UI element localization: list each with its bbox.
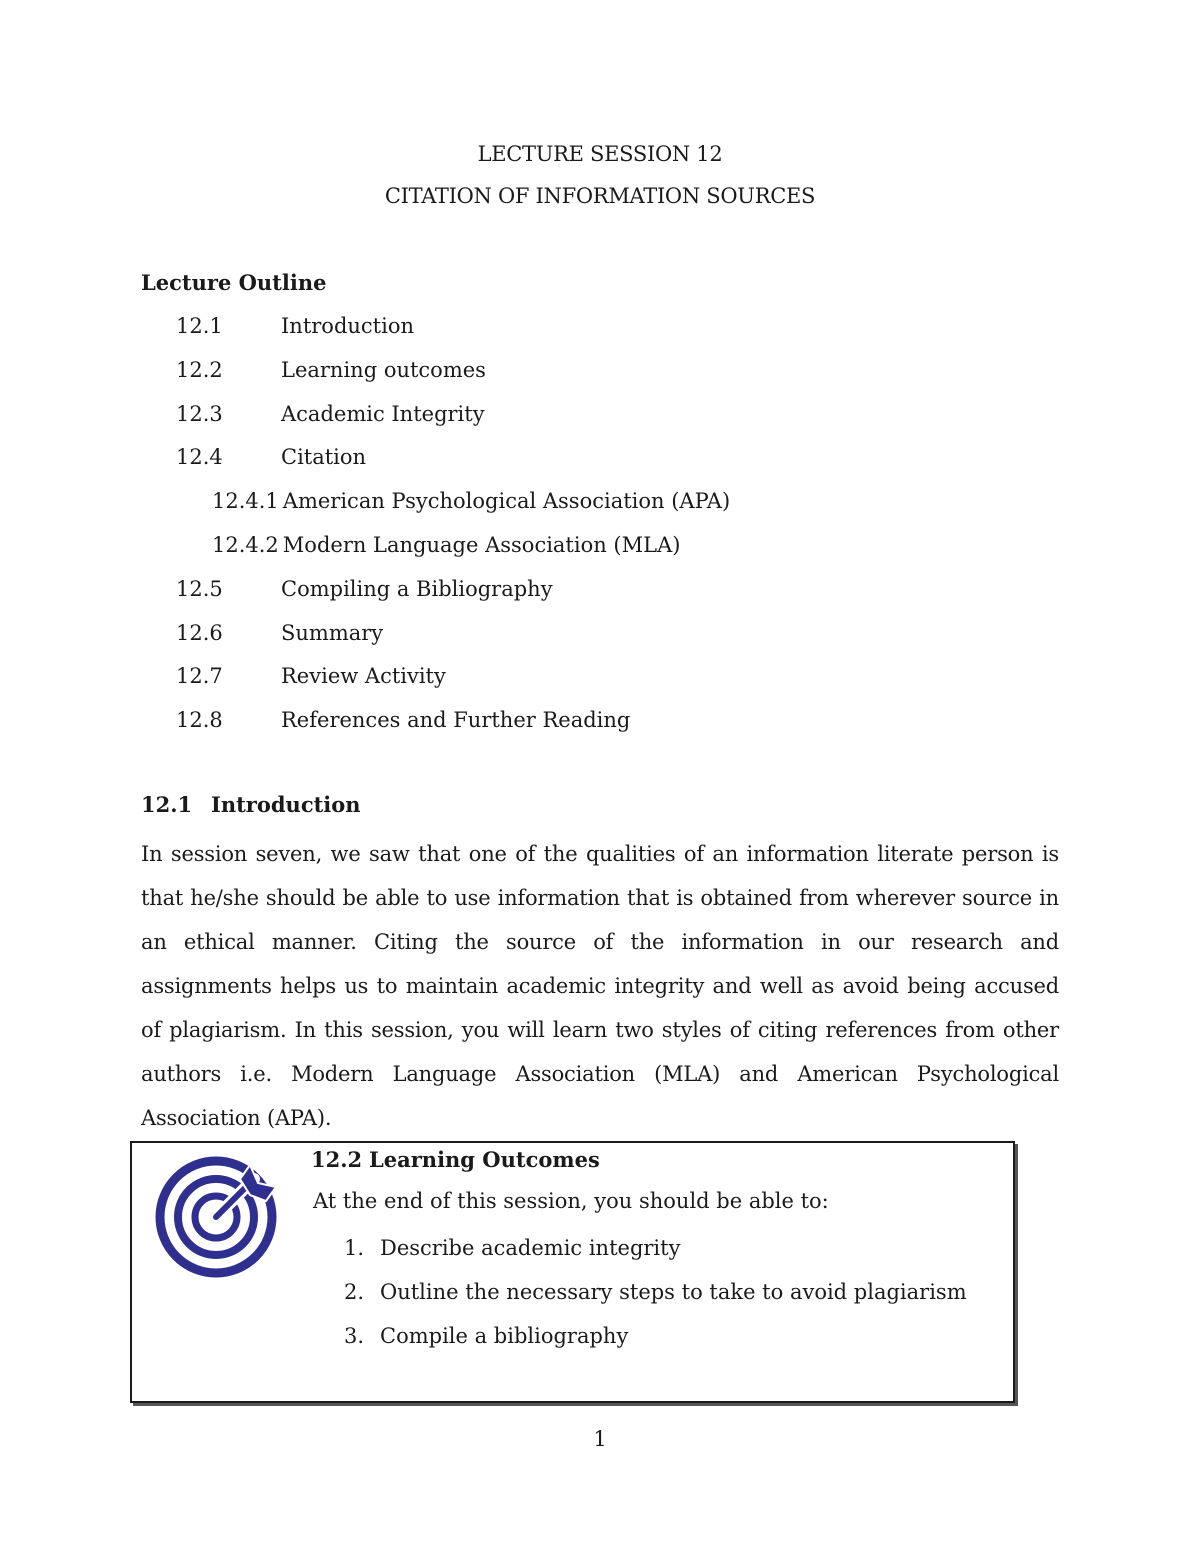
outline-item-label: Modern Language Association (MLA) xyxy=(282,532,681,557)
list-item-number: 2. xyxy=(344,1280,365,1304)
outline-item-label: Introduction xyxy=(281,314,414,338)
outline-item-number: 12.3 xyxy=(176,401,223,426)
outline-item-number: 12.4 xyxy=(176,445,223,470)
outline-item xyxy=(176,660,730,704)
outline-heading: Lecture Outline xyxy=(141,270,327,295)
section-title: Learning Outcomes xyxy=(369,1147,600,1172)
session-title: LECTURE SESSION 12 xyxy=(477,142,723,166)
outline-item xyxy=(176,573,730,617)
outline-item xyxy=(176,617,730,661)
section-number: 12.2 xyxy=(311,1147,363,1172)
outline-item-number: 12.2 xyxy=(176,357,223,382)
list-item-number: 3. xyxy=(344,1324,365,1348)
list-item-label: Compile a bibliography xyxy=(380,1324,629,1348)
outline-item xyxy=(176,310,730,354)
lecture-outline xyxy=(176,310,730,748)
list-item xyxy=(344,1231,967,1275)
outline-item xyxy=(176,398,730,442)
list-item-number: 1. xyxy=(344,1236,365,1260)
outline-item-label: Compiling a Bibliography xyxy=(281,576,553,601)
outline-item-label: American Psychological Association (APA) xyxy=(282,489,731,514)
list-item-label: Describe academic integrity xyxy=(380,1236,681,1260)
learning-outcomes-intro: At the end of this session, you should be able to: xyxy=(313,1189,829,1213)
outline-item-label: Citation xyxy=(281,445,367,470)
list-item-label: Outline the necessary steps to take to avoid plagiarism xyxy=(380,1280,967,1304)
section-title: Introduction xyxy=(211,792,361,817)
page-number: 1 xyxy=(593,1427,607,1451)
list-item xyxy=(344,1275,967,1319)
learning-outcomes-heading xyxy=(311,1147,600,1172)
outline-item xyxy=(176,354,730,398)
outline-item-number: 12.1 xyxy=(176,314,223,338)
outline-subitem xyxy=(176,485,730,529)
outline-item xyxy=(176,441,730,485)
introduction-heading xyxy=(141,792,361,817)
outline-item-label: References and Further Reading xyxy=(281,708,631,733)
outline-item-number: 12.4.1 xyxy=(212,489,279,514)
outline-item-number: 12.4.2 xyxy=(212,532,279,557)
section-number: 12.1 xyxy=(141,792,193,817)
introduction-paragraph: In session seven, we saw that one of the qualities of an information literate person is that he/she should be able to use information that is obtained from wherever source in an ethical manner. Citing the source of the information in our research and assignments helps us to maintain academic integrity and well as avoid being accused of plagiarism. In this session, you will learn two styles of citing references from other authors i.e. Modern Language Association (MLA) and American Psychological Association (APA). xyxy=(141,842,1059,1130)
outline-item-number: 12.7 xyxy=(176,664,223,689)
outline-subitem xyxy=(176,529,730,573)
target-icon xyxy=(154,1151,282,1279)
outline-item-number: 12.5 xyxy=(176,576,223,601)
outline-item-label: Summary xyxy=(281,620,384,645)
outline-item-label: Review Activity xyxy=(281,664,446,689)
list-item xyxy=(344,1319,967,1363)
outline-item-number: 12.6 xyxy=(176,620,223,645)
learning-outcomes-box xyxy=(130,1141,1015,1403)
outline-item xyxy=(176,704,730,748)
outline-item-label: Learning outcomes xyxy=(281,357,486,382)
outline-item-label: Academic Integrity xyxy=(281,401,485,426)
outline-item-number: 12.8 xyxy=(176,708,223,733)
session-subtitle: CITATION OF INFORMATION SOURCES xyxy=(384,184,816,208)
learning-outcomes-list xyxy=(344,1231,967,1363)
